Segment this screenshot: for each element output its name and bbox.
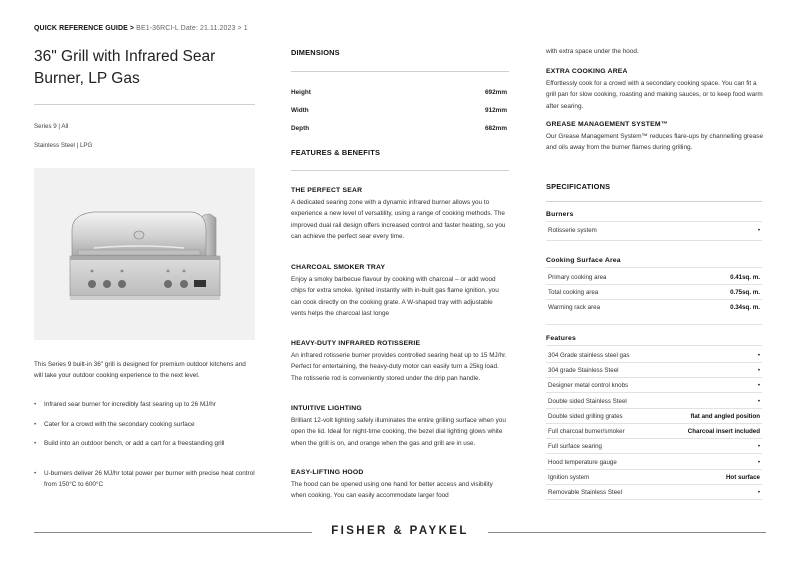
- list-item: • Cater for a crowd with the secondary cooking surface: [34, 420, 256, 431]
- spec-row: [548, 304, 762, 311]
- divider: [546, 484, 762, 485]
- product-description: This Series 9 built-in 36" grill is designed for premium outdoor kitchens and will take your outdoor cooking experience to the next level.: [34, 361, 246, 379]
- divider: [546, 201, 762, 202]
- feature-title: HEAVY-DUTY INFRARED ROTISSERIE: [291, 340, 421, 347]
- dimension-value: 682mm: [484, 125, 507, 132]
- product-image: [34, 168, 255, 340]
- divider: [546, 377, 762, 378]
- spec-label: Double sided Stainless Steel: [548, 398, 627, 405]
- feature-text-continued: with extra space under the hood.: [546, 48, 639, 55]
- spec-group-title: Features: [546, 335, 576, 342]
- divider: [546, 499, 762, 500]
- spec-value: •: [757, 227, 760, 234]
- spec-value: flat and angled position: [690, 413, 760, 420]
- feature-text: An infrared rotisserie burner provides controlled searing heat up to 15 MJ/hr. Perfect for entertaining, the heavy-duty motor can easily turn a 25kg load. The rotisserie rod is conveniently stored under the drip pan handle.: [291, 352, 507, 382]
- feature-text: The hood can be opened using one hand for better access and visibility when cooking. You can easily accommodate larger food: [291, 481, 493, 500]
- feature-text: Brilliant 12-volt lighting safely illuminates the entire grilling surface when you open the lid. Ideal for night-time cooking, the bezel dial lighting glows white when the grill is on, and orange when the gas and grill are in use.: [291, 417, 506, 447]
- product-title: 36" Grill with Infrared Sear Burner, LP Gas: [34, 48, 216, 87]
- divider: [546, 392, 762, 393]
- breadcrumb-label: QUICK REFERENCE GUIDE >: [34, 25, 135, 32]
- divider: [546, 299, 762, 300]
- specifications-heading: SPECIFICATIONS: [546, 182, 611, 191]
- spec-group-title: Cooking Surface Area: [546, 257, 621, 264]
- feature-text: A dedicated searing zone with a dynamic infrared burner allows you to experience a new level of versatility, using a range of cooking methods. The improved dual rail design offers increased control and faster heating, so you can achieve the perfect sear every time.: [291, 199, 506, 241]
- spec-row: [548, 367, 762, 374]
- dimension-label: Height: [291, 89, 311, 96]
- dimension-row: [291, 107, 509, 114]
- list-item: • Build into an outdoor bench, or add a cart for a freestanding grill: [34, 439, 256, 450]
- dimension-label: Depth: [291, 125, 310, 132]
- divider: [546, 408, 762, 409]
- divider: [546, 362, 762, 363]
- spec-value: •: [757, 352, 760, 359]
- spec-row: [548, 413, 762, 420]
- divider: [546, 469, 762, 470]
- spec-value: Charcoal insert included: [687, 428, 760, 435]
- footer-rule-left: [34, 532, 312, 533]
- features-heading: FEATURES & BENEFITS: [291, 148, 381, 157]
- feature-title: GREASE MANAGEMENT SYSTEM™: [546, 121, 668, 128]
- spec-label: Hood temperature gauge: [548, 459, 617, 466]
- spec-value: 0.41sq. m.: [730, 274, 760, 281]
- divider: [291, 71, 509, 72]
- divider: [546, 453, 762, 454]
- spec-label: Full surface searing: [548, 443, 602, 450]
- spec-value: Hot surface: [725, 474, 760, 481]
- spec-label: Full charcoal burner/smoker: [548, 428, 625, 435]
- divider: [546, 240, 762, 241]
- spec-row: [548, 428, 762, 435]
- spec-label: Double sided grilling grates: [548, 413, 623, 420]
- spec-row: [548, 489, 762, 496]
- spec-row: [548, 352, 762, 359]
- spec-value: •: [757, 459, 760, 466]
- feature-title: EASY-LIFTING HOOD: [291, 469, 364, 476]
- spec-row: [548, 474, 762, 481]
- divider: [546, 284, 762, 285]
- spec-row: [548, 443, 762, 450]
- dimension-value: 692mm: [484, 89, 507, 96]
- feature-title: INTUITIVE LIGHTING: [291, 405, 362, 412]
- dimensions-heading: DIMENSIONS: [291, 48, 340, 57]
- spec-row: [548, 289, 762, 296]
- divider: [546, 345, 762, 346]
- divider: [291, 170, 509, 171]
- dimension-row: [291, 89, 509, 96]
- spec-label: Removable Stainless Steel: [548, 489, 622, 496]
- feature-title: THE PERFECT SEAR: [291, 187, 363, 194]
- feature-title: CHARCOAL SMOKER TRAY: [291, 264, 386, 271]
- divider: [546, 423, 762, 424]
- brand-logo: FISHER & PAYKEL: [331, 525, 469, 537]
- dimension-value: 912mm: [484, 107, 507, 114]
- spec-group-title: Burners: [546, 211, 574, 218]
- spec-label: Designer metal control knobs: [548, 382, 629, 389]
- spec-value: •: [757, 382, 760, 389]
- grill-photo-icon: [34, 168, 255, 340]
- spec-label: Primary cooking area: [548, 274, 607, 281]
- feature-text: Effortlessly cook for a crowd with a secondary cooking space. You can fit a grill pan for slow cooking, roasting and making sauces, or to keep food warm after searing.: [546, 80, 763, 110]
- breadcrumb: [34, 25, 248, 32]
- spec-label: Rotisserie system: [548, 227, 597, 234]
- spec-value: •: [757, 398, 760, 405]
- spec-row: [548, 227, 762, 234]
- spec-row: [548, 382, 762, 389]
- spec-value: 0.75sq. m.: [730, 289, 760, 296]
- divider: [546, 221, 762, 222]
- divider: [546, 324, 762, 325]
- feature-title: EXTRA COOKING AREA: [546, 68, 628, 75]
- spec-value: •: [757, 367, 760, 374]
- spec-label: Ignition system: [548, 474, 590, 481]
- spec-row: [548, 459, 762, 466]
- spec-value: •: [757, 489, 760, 496]
- spec-row: [548, 274, 762, 281]
- dimension-row: [291, 125, 509, 132]
- divider: [34, 104, 255, 105]
- footer-rule-right: [488, 532, 766, 533]
- spec-label: 304 grade Stainless Steel: [548, 367, 619, 374]
- breadcrumb-detail: BE1-36RCI-L Date: 21.11.2023 > 1: [136, 25, 248, 32]
- spec-label: Warming rack area: [548, 304, 601, 311]
- spec-label: 304 Grade stainless steel gas: [548, 352, 630, 359]
- list-item: • U-burners deliver 26 MJ/hr total power per burner with precise heat control from 150°C to 600°C: [34, 469, 256, 490]
- spec-label: Total cooking area: [548, 289, 599, 296]
- spec-value: 0.34sq. m.: [730, 304, 760, 311]
- feature-text: Enjoy a smoky barbecue flavour by cooking with charcoal – or add wood chips for extra smoke. Ignited instantly with in-built gas flame ignition, you can cook directly on the cooking grate. A W-shaped tray with adjustable vents helps the charcoal last longe: [291, 276, 499, 318]
- spec-value: •: [757, 443, 760, 450]
- divider: [546, 267, 762, 268]
- spec-row: [548, 398, 762, 405]
- dimension-label: Width: [291, 107, 309, 114]
- divider: [546, 438, 762, 439]
- product-finish: Stainless Steel | LPG: [34, 142, 93, 149]
- product-series: Series 9 | All: [34, 123, 69, 130]
- feature-text: Our Grease Management System™ reduces flare-ups by channelling grease and oils away from the burner flames during grilling.: [546, 133, 764, 152]
- list-item: • Infrared sear burner for incredibly fast searing up to 26 MJ/hr: [34, 400, 256, 411]
